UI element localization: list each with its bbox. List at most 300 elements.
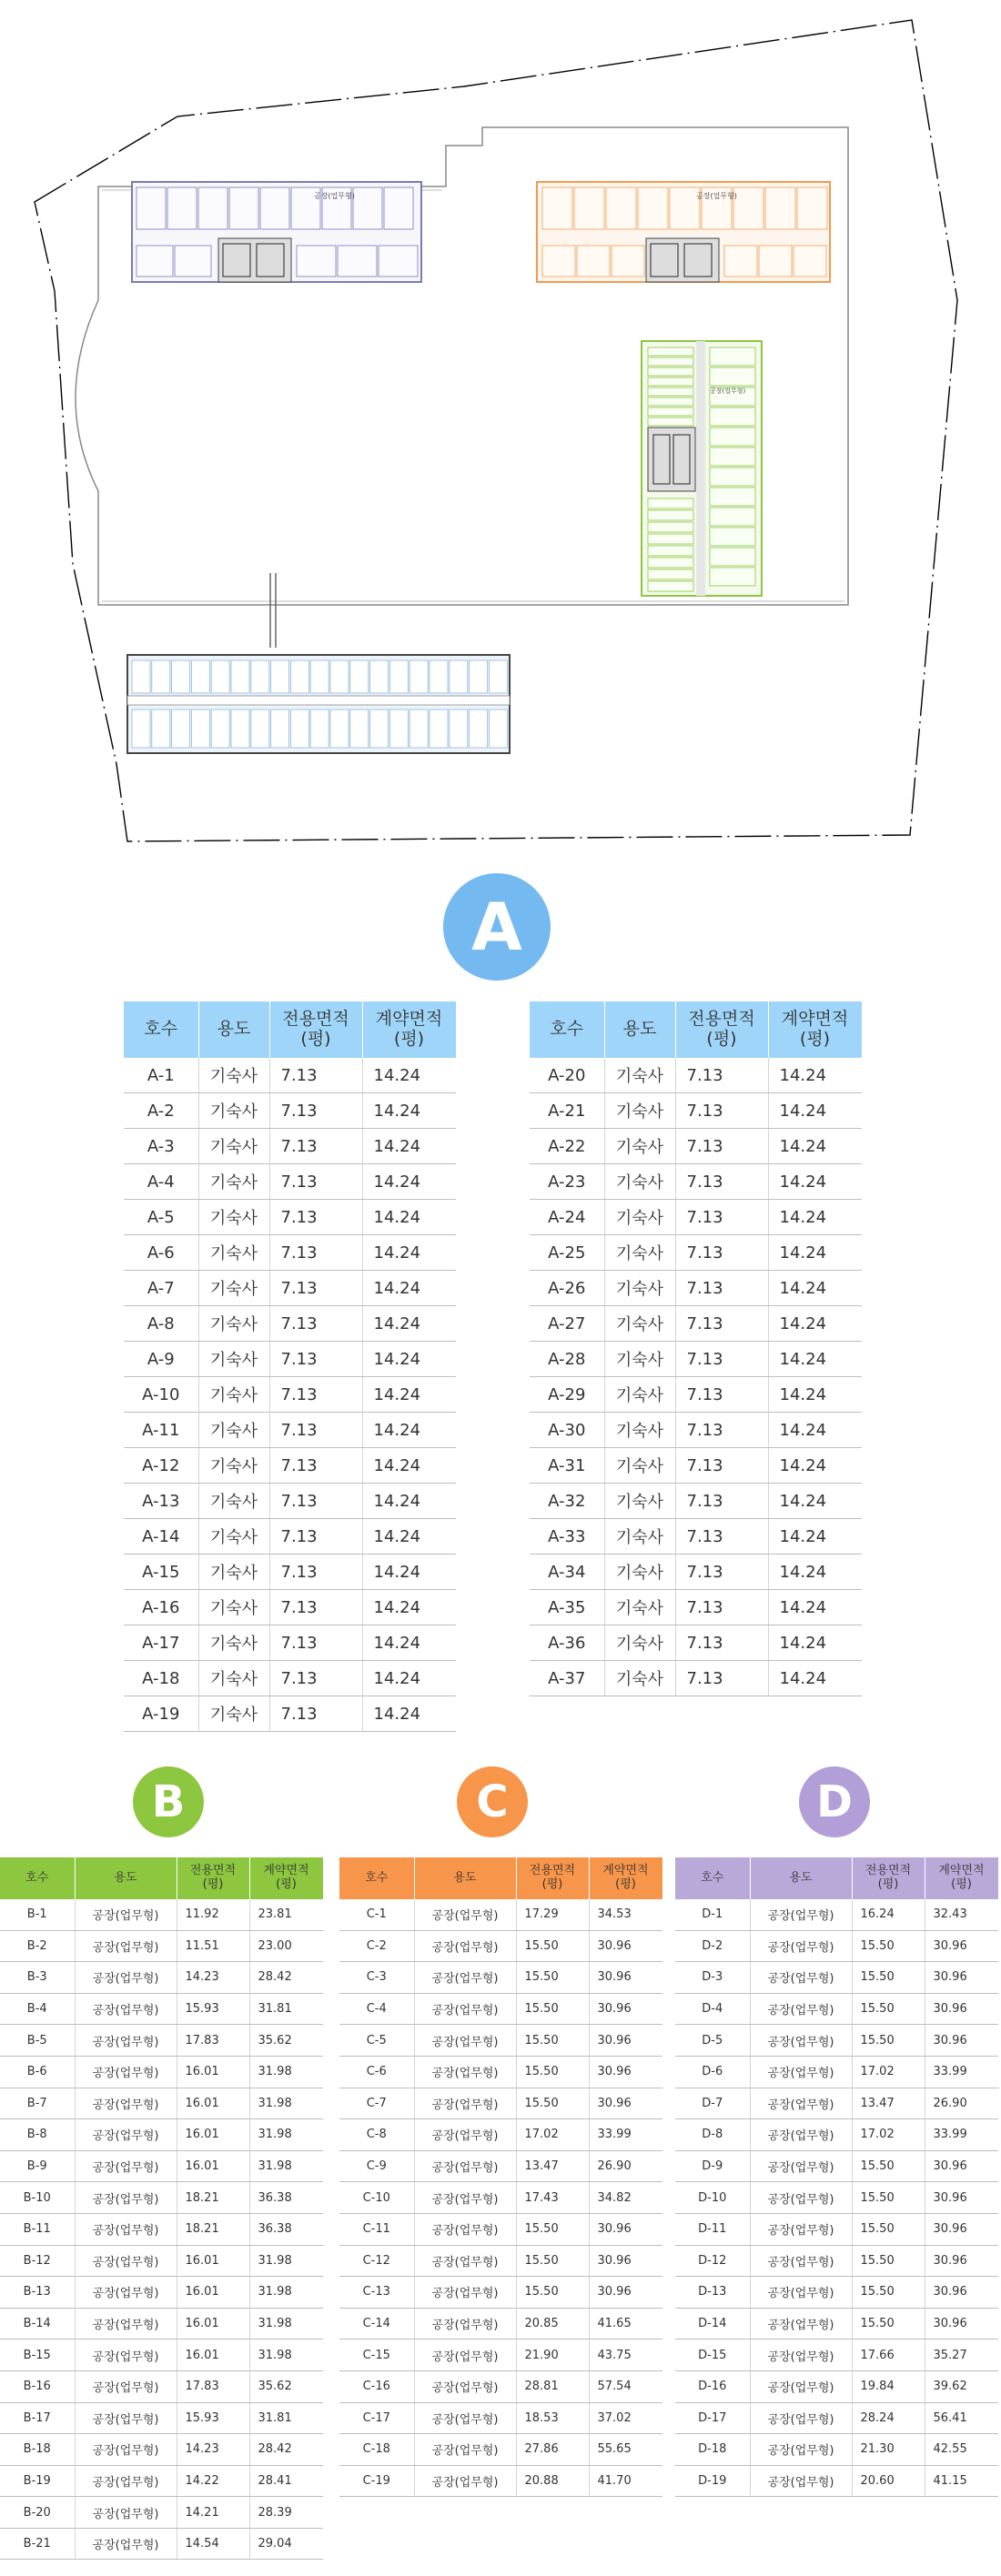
column-header: 호수 [124,1001,198,1058]
unit-number-cell: D-6 [675,2056,750,2088]
unit-number-cell: A-9 [124,1342,198,1377]
contract-area-cell: 30.96 [589,1930,662,1962]
contract-area-cell: 14.24 [362,1306,456,1342]
column-header: 용도 [750,1857,852,1899]
table-header-row [0,1857,323,1899]
contract-area-cell: 30.96 [589,2088,662,2119]
room-cell [648,387,693,396]
exclusive-area-cell: 20.60 [852,2465,925,2497]
contract-area-cell: 34.82 [589,2182,662,2214]
table-row [675,1962,998,1994]
exclusive-area-cell: 7.13 [675,1058,768,1093]
unit-number-cell: A-24 [530,1200,604,1235]
exclusive-area-cell: 7.13 [675,1129,768,1164]
unit-number-cell: A-3 [124,1129,198,1164]
table-row [675,2308,998,2340]
unit-number-cell: A-17 [124,1625,198,1661]
table-row [124,1448,456,1484]
contract-area-cell: 28.39 [249,2497,323,2529]
contract-area-cell: 31.98 [249,2088,323,2119]
exclusive-area-cell: 16.01 [177,2340,249,2371]
contract-area-cell: 14.24 [362,1625,456,1661]
room-cell [132,660,150,693]
unit-number-cell: B-18 [0,2434,75,2466]
exclusive-area-cell: 7.13 [269,1271,362,1306]
contract-area-cell: 55.65 [589,2434,662,2466]
table-header-row [124,1001,456,1058]
contract-area-cell: 14.24 [362,1448,456,1484]
room-cell [251,709,269,748]
column-header: 호수 [0,1857,75,1899]
usage-cell: 기숙사 [198,1377,269,1413]
contract-area-cell: 14.24 [362,1484,456,1519]
exclusive-area-cell: 18.21 [177,2213,249,2245]
exclusive-area-cell: 15.50 [852,2308,925,2340]
unit-number-cell: D-17 [675,2402,750,2434]
unit-number-cell: A-30 [530,1413,604,1448]
room-cell [191,660,209,693]
room-cell [198,187,228,229]
table-row [530,1661,862,1696]
usage-cell: 기숙사 [198,1164,269,1200]
unit-number-cell: A-28 [530,1342,604,1377]
contract-area-cell: 14.24 [768,1342,862,1377]
usage-cell: 공장(업무형) [750,2308,852,2340]
table-row [530,1200,862,1235]
room-cell [370,709,389,748]
contract-area-cell: 14.24 [768,1413,862,1448]
contract-area-cell: 31.98 [249,2245,323,2277]
table-row [0,2402,323,2434]
usage-cell: 공장(업무형) [414,2340,516,2371]
table-row [124,1484,456,1519]
unit-number-cell: C-2 [339,1930,414,1962]
unit-number-cell: C-11 [339,2213,414,2245]
room-cell [648,397,693,406]
table-row [339,2340,662,2371]
usage-cell: 기숙사 [604,1342,675,1377]
usage-cell: 기숙사 [198,1413,269,1448]
room-cell [648,357,693,366]
unit-number-cell: A-16 [124,1590,198,1625]
usage-cell: 기숙사 [604,1235,675,1271]
contract-area-cell: 30.96 [925,1930,998,1962]
usage-cell: 기숙사 [604,1058,675,1093]
room-cell [297,246,336,277]
usage-cell: 공장(업무형) [750,2119,852,2151]
table-row [0,2528,323,2560]
contract-area-cell: 36.38 [249,2213,323,2245]
usage-cell: 기숙사 [198,1555,269,1590]
exclusive-area-cell: 15.50 [852,1930,925,1962]
unit-number-cell: C-7 [339,2088,414,2119]
usage-cell: 기숙사 [198,1519,269,1555]
room-cell [648,569,693,579]
table-row [675,2150,998,2182]
unit-number-cell: C-17 [339,2402,414,2434]
room-cell [648,347,693,356]
unit-number-cell: A-15 [124,1555,198,1590]
exclusive-area-cell: 16.01 [177,2088,249,2119]
usage-cell: 공장(업무형) [750,2056,852,2088]
unit-number-cell: B-21 [0,2528,75,2560]
room-cell [489,709,507,748]
room-cell [251,660,269,693]
table-row [530,1058,862,1093]
table-row [675,2119,998,2151]
exclusive-area-cell: 7.13 [269,1625,362,1661]
unit-number-cell: C-3 [339,1962,414,1994]
table-row [124,1271,456,1306]
contract-area-cell: 14.24 [362,1342,456,1377]
usage-cell: 공장(업무형) [414,2182,516,2214]
contract-area-cell: 31.98 [249,2150,323,2182]
room-cell [648,522,693,532]
unit-number-cell: B-3 [0,1962,75,1994]
table-d [675,1857,999,2497]
unit-number-cell: A-31 [530,1448,604,1484]
unit-number-cell: D-5 [675,2025,750,2057]
contract-area-cell: 35.62 [249,2370,323,2402]
exclusive-area-cell: 15.93 [177,1993,249,2025]
table-row [339,2277,662,2309]
room-cell [231,709,249,748]
column-header: 계약면적 (평) [362,1001,456,1058]
room-cell [648,558,693,568]
contract-area-cell: 30.96 [589,1993,662,2025]
usage-cell: 기숙사 [604,1377,675,1413]
room-cell [450,660,468,693]
building-c-block [537,182,830,282]
unit-number-cell: A-13 [124,1484,198,1519]
exclusive-area-cell: 7.13 [269,1413,362,1448]
column-header: 전용면적 (평) [516,1857,589,1899]
exclusive-area-cell: 15.50 [516,2088,589,2119]
building-b-label: 공장(업무형) [314,192,355,200]
room-cell [710,448,755,466]
table-row [339,1930,662,1962]
table-row [0,1930,323,1962]
contract-area-cell: 33.99 [589,2119,662,2151]
table-row [339,2465,662,2497]
room-cell [353,187,382,229]
usage-cell: 기숙사 [198,1484,269,1519]
unit-number-cell: D-14 [675,2308,750,2340]
contract-area-cell: 41.70 [589,2465,662,2497]
exclusive-area-cell: 14.22 [177,2465,249,2497]
room-cell [794,246,826,277]
room-cell [430,660,448,693]
exclusive-area-cell: 7.13 [675,1555,768,1590]
contract-area-cell: 14.24 [768,1448,862,1484]
column-header: 계약면적 (평) [589,1857,662,1899]
table-row [0,2025,323,2057]
column-header: 전용면적 (평) [269,1001,362,1058]
usage-cell: 기숙사 [198,1661,269,1696]
contract-area-cell: 23.00 [249,1930,323,1962]
table-row [675,1899,998,1930]
exclusive-area-cell: 7.13 [675,1093,768,1129]
room-cell [350,660,369,693]
contract-area-cell: 14.24 [362,1413,456,1448]
unit-number-cell: A-5 [124,1200,198,1235]
table-row [124,1413,456,1448]
contract-area-cell: 31.98 [249,2119,323,2151]
exclusive-area-cell: 28.81 [516,2370,589,2402]
exclusive-area-cell: 15.93 [177,2402,249,2434]
column-header: 전용면적 (평) [177,1857,249,1899]
contract-area-cell: 30.96 [925,2308,998,2340]
room-cell [710,548,755,566]
table-row [530,1306,862,1342]
table-header-row [339,1857,662,1899]
contract-area-cell: 28.42 [249,2434,323,2466]
contract-area-cell: 30.96 [589,2277,662,2309]
exclusive-area-cell: 7.13 [675,1484,768,1519]
usage-cell: 공장(업무형) [750,1899,852,1930]
contract-area-cell: 30.96 [925,2213,998,2245]
contract-area-cell: 14.24 [362,1271,456,1306]
unit-number-cell: A-25 [530,1235,604,1271]
exclusive-area-cell: 7.13 [269,1058,362,1093]
usage-cell: 기숙사 [604,1484,675,1519]
table-row [124,1555,456,1590]
usage-cell: 공장(업무형) [414,2056,516,2088]
usage-cell: 기숙사 [604,1413,675,1448]
room-cell [379,246,418,277]
room-cell [310,660,329,693]
exclusive-area-cell: 15.50 [852,2150,925,2182]
table-row [530,1625,862,1661]
unit-number-cell: B-7 [0,2088,75,2119]
unit-number-cell: D-19 [675,2465,750,2497]
room-cell [648,581,693,591]
room-cell [132,709,150,748]
usage-cell: 공장(업무형) [75,2213,177,2245]
contract-area-cell: 31.98 [249,2277,323,2309]
usage-cell: 기숙사 [604,1590,675,1625]
contract-area-cell: 14.24 [768,1235,862,1271]
table-row [530,1129,862,1164]
table-row [530,1164,862,1200]
usage-cell: 공장(업무형) [750,2245,852,2277]
usage-cell: 기숙사 [198,1129,269,1164]
exclusive-area-cell: 7.13 [675,1235,768,1271]
table-row [675,2277,998,2309]
usage-cell: 공장(업무형) [750,1930,852,1962]
exclusive-area-cell: 7.13 [269,1661,362,1696]
table-row [675,1993,998,2025]
exclusive-area-cell: 17.83 [177,2370,249,2402]
exclusive-area-cell: 14.23 [177,1962,249,1994]
usage-cell: 공장(업무형) [414,2213,516,2245]
exclusive-area-cell: 7.13 [269,1200,362,1235]
exclusive-area-cell: 7.13 [269,1235,362,1271]
room-cell [450,709,468,748]
contract-area-cell: 14.24 [768,1129,862,1164]
table-row [339,2213,662,2245]
table-row [339,2308,662,2340]
exclusive-area-cell: 13.47 [516,2150,589,2182]
usage-cell: 기숙사 [604,1129,675,1164]
room-cell [172,709,190,748]
usage-cell: 공장(업무형) [750,2434,852,2466]
table-header-row [675,1857,998,1899]
table-row [339,1899,662,1930]
table-row [0,1993,323,2025]
exclusive-area-cell: 15.50 [516,2277,589,2309]
contract-area-cell: 30.96 [925,2277,998,2309]
table-row [0,2088,323,2119]
unit-number-cell: A-27 [530,1306,604,1342]
contract-area-cell: 14.24 [768,1661,862,1696]
usage-cell: 공장(업무형) [750,1962,852,1994]
table-row [339,2402,662,2434]
room-cell [152,660,170,693]
exclusive-area-cell: 7.13 [675,1306,768,1342]
room-cell [489,660,507,693]
building-b-block [132,182,421,282]
table-row [0,2370,323,2402]
unit-number-cell: C-6 [339,2056,414,2088]
contract-area-cell: 26.90 [589,2150,662,2182]
room-cell [710,508,755,526]
usage-cell: 기숙사 [198,1696,269,1732]
table-row [675,2056,998,2088]
usage-cell: 기숙사 [198,1058,269,1093]
exclusive-area-cell: 27.86 [516,2434,589,2466]
contract-area-cell: 31.81 [249,1993,323,2025]
table-row [339,2150,662,2182]
unit-number-cell: D-9 [675,2150,750,2182]
room-cell [765,187,795,229]
contract-area-cell: 14.24 [768,1625,862,1661]
unit-number-cell: A-4 [124,1164,198,1200]
exclusive-area-cell: 16.01 [177,2056,249,2088]
table-row [530,1235,862,1271]
unit-number-cell: B-15 [0,2340,75,2371]
usage-cell: 기숙사 [604,1200,675,1235]
table-row [124,1164,456,1200]
contract-area-cell: 39.62 [925,2370,998,2402]
exclusive-area-cell: 15.50 [852,2277,925,2309]
usage-cell: 공장(업무형) [750,1993,852,2025]
table-row [0,2245,323,2277]
exclusive-area-cell: 18.21 [177,2182,249,2214]
usage-cell: 기숙사 [198,1235,269,1271]
usage-cell: 공장(업무형) [75,2402,177,2434]
usage-cell: 기숙사 [604,1448,675,1484]
room-cell [330,660,349,693]
unit-number-cell: D-1 [675,1899,750,1930]
exclusive-area-cell: 15.50 [516,1962,589,1994]
usage-cell: 공장(업무형) [414,2025,516,2057]
table-row [530,1519,862,1555]
section-d-circle: D [799,1766,870,1837]
contract-area-cell: 14.24 [362,1129,456,1164]
unit-number-cell: B-17 [0,2402,75,2434]
contract-area-cell: 14.24 [362,1590,456,1625]
contract-area-cell: 14.24 [362,1058,456,1093]
room-cell [612,246,644,277]
room-cell [260,187,289,229]
unit-number-cell: C-8 [339,2119,414,2151]
unit-number-cell: B-4 [0,1993,75,2025]
table-row [530,1448,862,1484]
table-row [124,1093,456,1129]
contract-area-cell: 32.43 [925,1899,998,1930]
room-cell [136,187,166,229]
table-row [124,1129,456,1164]
table-row [124,1058,456,1093]
usage-cell: 기숙사 [198,1200,269,1235]
exclusive-area-cell: 15.50 [852,2245,925,2277]
contract-area-cell: 56.41 [925,2402,998,2434]
column-header: 계약면적 (평) [249,1857,323,1899]
exclusive-area-cell: 16.01 [177,2308,249,2340]
table-row [124,1519,456,1555]
table-row [675,2245,998,2277]
unit-number-cell: B-6 [0,2056,75,2088]
room-cell [710,528,755,546]
contract-area-cell: 36.38 [249,2182,323,2214]
room-cell [350,709,369,748]
room-cell [191,709,209,748]
usage-cell: 공장(업무형) [75,2465,177,2497]
usage-cell: 기숙사 [604,1093,675,1129]
table-row [124,1306,456,1342]
table-row [339,2119,662,2151]
usage-cell: 공장(업무형) [75,2308,177,2340]
contract-area-cell: 30.96 [589,2213,662,2245]
usage-cell: 공장(업무형) [414,1993,516,2025]
exclusive-area-cell: 15.50 [516,1993,589,2025]
exclusive-area-cell: 15.50 [516,2245,589,2277]
usage-cell: 기숙사 [198,1625,269,1661]
usage-cell: 공장(업무형) [750,2150,852,2182]
unit-number-cell: B-19 [0,2465,75,2497]
table-c [339,1857,663,2497]
contract-area-cell: 41.65 [589,2308,662,2340]
room-cell [470,709,488,748]
table-row [0,2056,323,2088]
usage-cell: 공장(업무형) [414,2150,516,2182]
contract-area-cell: 14.24 [768,1484,862,1519]
table-row [339,2025,662,2057]
room-cell [211,709,229,748]
contract-area-cell: 35.62 [249,2025,323,2057]
usage-cell: 공장(업무형) [750,2465,852,2497]
table-row [0,2277,323,2309]
exclusive-area-cell: 7.13 [269,1448,362,1484]
table-row [124,1625,456,1661]
exclusive-area-cell: 21.90 [516,2340,589,2371]
room-cell [648,498,693,508]
unit-number-cell: B-9 [0,2150,75,2182]
exclusive-area-cell: 14.23 [177,2434,249,2466]
exclusive-area-cell: 15.50 [852,2182,925,2214]
usage-cell: 기숙사 [604,1555,675,1590]
table-row [0,2340,323,2371]
room-cell [710,428,755,446]
exclusive-area-cell: 7.13 [269,1129,362,1164]
room-cell [648,418,693,426]
unit-number-cell: D-11 [675,2213,750,2245]
usage-cell: 공장(업무형) [414,1930,516,1962]
usage-cell: 공장(업무형) [414,2370,516,2402]
table-row [339,2245,662,2277]
exclusive-area-cell: 11.51 [177,1930,249,1962]
